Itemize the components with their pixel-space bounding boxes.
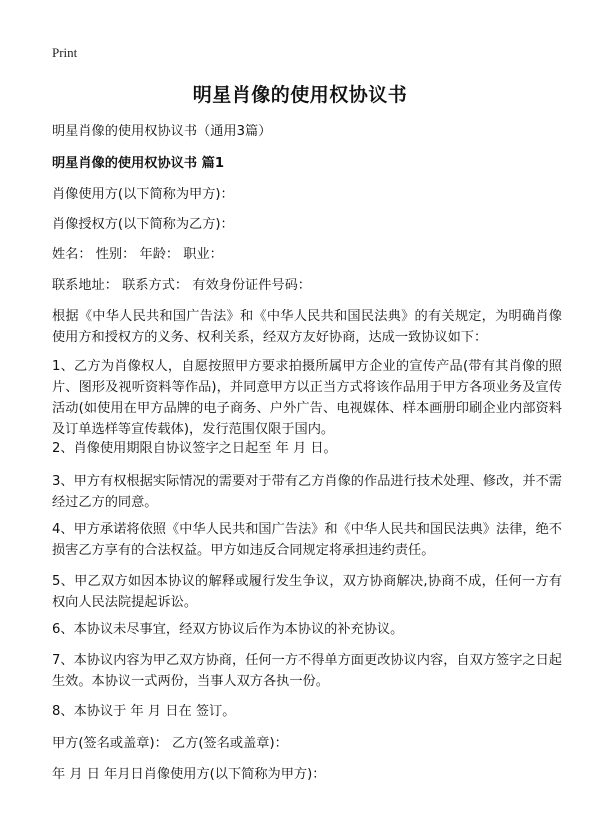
section-heading: 明星肖像的使用权协议书 篇1: [52, 156, 225, 171]
signature-line: 甲方(签名或盖章)： 乙方(签名或盖章)：: [52, 736, 288, 751]
clause-3: 3、甲方有权根据实际情况的需要对于带有乙方肖像的作品进行技术处理、修改，并不需经过乙方的同意。: [52, 474, 562, 510]
clause-1: 1、乙方为肖像权人，自愿按照甲方要求拍摄所属甲方企业的宣传产品(带有其肖像的照片、图形及视听资料等作品)，并同意甲方以正当方式将该作品用于甲方各项业务及宣传活动(如使用在甲方品牌的电子商务、户外广告、电视媒体、样本画册印刷企业内部资料及订单选样等宣传载体)，发行范围仅限于国内。: [52, 359, 562, 437]
paragraph-contact-info: 联系地址： 联系方式： 有效身份证件号码：: [52, 278, 311, 293]
document-subtitle: 明星肖像的使用权协议书（通用3篇）: [52, 124, 272, 139]
clause-8: 8、本协议于 年 月 日在 签订。: [52, 704, 236, 719]
clause-5: 5、甲乙双方如因本协议的解释或履行发生争议，双方协商解决,协商不成，任何一方有权向人民法院提起诉讼。: [52, 574, 562, 610]
clause-7: 7、本协议内容为甲乙双方协商，任何一方不得单方面更改协议内容，自双方签字之日起生效。本协议一式两份，当事人双方各执一份。: [52, 653, 562, 689]
paragraph-user-party: 肖像使用方(以下简称为甲方)：: [52, 187, 234, 202]
paragraph-grantor-party: 肖像授权方(以下简称为乙方)：: [52, 217, 234, 232]
date-line: 年 月 日 年月日肖像使用方(以下简称为甲方)：: [52, 767, 326, 782]
paragraph-preamble: 根据《中华人民共和国广告法》和《中华人民共和国民法典》的有关规定，为明确肖像使用方和授权方的义务、权利关系，经双方友好协商，达成一致协议如下：: [52, 309, 562, 345]
clause-4: 4、甲方承诺将依照《中华人民共和国广告法》和《中华人民共和国民法典》法律，绝不损害乙方享有的合法权益。甲方如违反合同规定将承担违约责任。: [52, 522, 562, 558]
paragraph-personal-info: 姓名： 性别： 年龄： 职业：: [52, 247, 223, 262]
clause-6: 6、本协议未尽事宜，经双方协议后作为本协议的补充协议。: [52, 622, 404, 637]
print-label: Print: [52, 45, 78, 60]
document-title: 明星肖像的使用权协议书: [192, 84, 408, 106]
clause-2: 2、肖像使用期限自协议签字之日起至 年 月 日。: [52, 441, 337, 456]
